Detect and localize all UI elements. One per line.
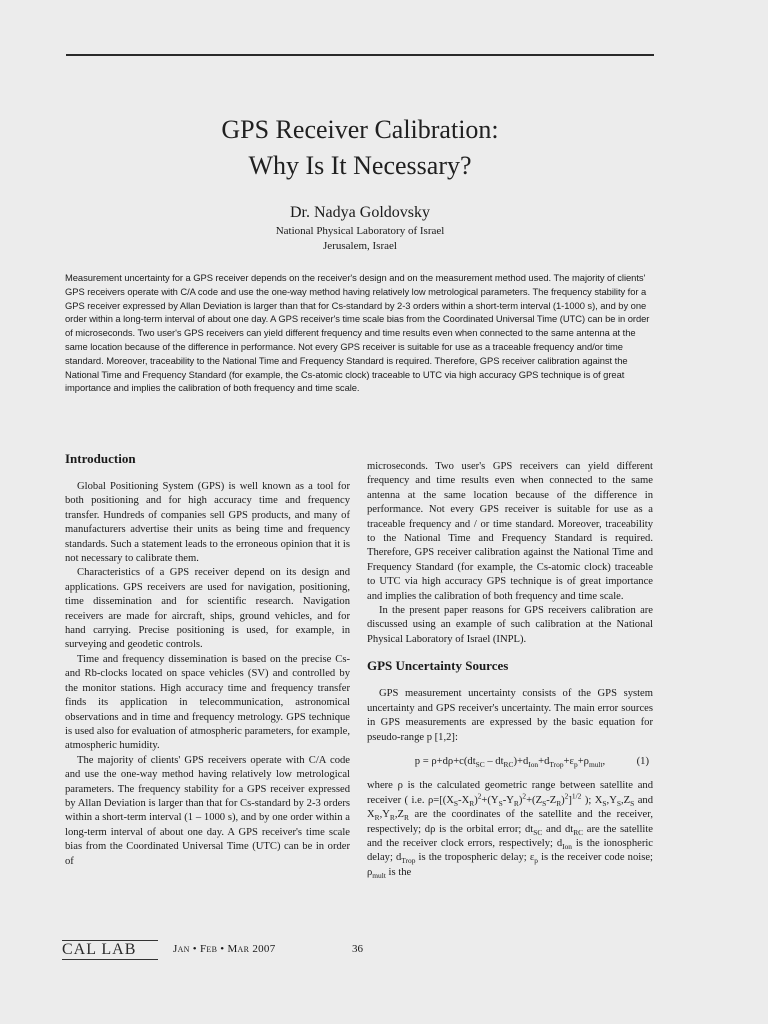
title-line-2: Why Is It Necessary?	[248, 151, 472, 180]
cal-lab-logo: CAL LAB	[62, 940, 158, 960]
paragraph: microseconds. Two user's GPS receivers can yield different frequency and time results even when connected to the same antenna at the same location because of the difference in performance. Not every GPS receiver is suitable for use as a traceable frequency and / or time standard. Moreover, traceability to the National Time and Frequency Standard is required. Therefore, GPS receiver calibration against the National Time and Frequency Standard (for example, the Cs-atomic clock) traceable to UTC via high accuracy GPS technique is of great importance and implies the calibration of both frequency and time scale.	[367, 461, 653, 602]
page-footer	[62, 940, 662, 964]
paragraph: Time and frequency dissemination is based on the precise Cs- and Rb-clocks located on space vehicles (SV) and controlled by the monitor stations. High accuracy time and frequency transfer finds its application in telecommunication, astronomical observations and in time and frequency metrology. GPS technique is used also for evaluation of atmospheric parameters, for example, atmospheric humidity.	[65, 653, 350, 752]
paragraph: In the present paper reasons for GPS receivers calibration are discussed using an example of such calibration at the National Physical Laboratory of Israel (INPL).	[367, 605, 653, 645]
article-title	[0, 112, 720, 184]
equation-pseudo-range: $p = \rho+d\rho+c(dt_{SC} - dt_{RC})+d_{Ion}+d_{Trop}+\varepsilon_p+\rho_{mult}$, (1)	[414, 755, 649, 770]
section-heading-introduction: Introduction	[65, 451, 136, 466]
equation-number: (1)	[636, 755, 649, 767]
abstract: Measurement uncertainty for a GPS receiver depends on the receiver's design and on the measurement method used. The majority of clients' GPS receivers operate with C/A code and use the one-way method having relatively low metrological parameters. The frequency stability for a GPS receiver expressed by Allan Deviation is larger than that for Cs-standard by 2-3 orders within a short-term interval (1-1000 s), and by one order within a long-term interval of about one day. A GPS receiver's time scale bias from the Coordinated Universal Time (UTC) can be in order of microseconds. Two user's GPS receivers can yield different frequency and time results even when connected to the same antenna at the same location because of the difference in performance. Not every GPS receiver is suitable for use as a traceable frequency and/or time standard. Moreover, traceability to the National Time and Frequency Standard is required. Therefore, GPS receiver calibration against the National Time and Frequency Standard (for example, the Cs-atomic clock) traceable to UTC via high accuracy GPS technique is of great importance and implies the calibration of both frequency and time scale.	[65, 272, 650, 394]
affiliation-line-2: Jerusalem, Israel	[323, 240, 397, 252]
right-column	[367, 460, 653, 880]
author-name: Dr. Nadya Goldovsky	[290, 204, 430, 221]
paragraph: The majority of clients' GPS receivers operate with C/A code and use the one-way method having relatively low metrological parameters. The frequency stability for a GPS receiver expressed by Allan Deviation is larger than that for Cs-standard by 2-3 orders within a short-term interval (1 – 1000 s), and by one order within a long-term interval of about one day. A GPS receiver's time scale bias from the Coordinated Universal Time (UTC) can be in order of	[65, 754, 350, 867]
page-number: 36	[352, 943, 363, 955]
affiliation	[0, 224, 720, 254]
issue-date: Jan • Feb • Mar 2007	[173, 943, 276, 955]
title-line-1: GPS Receiver Calibration:	[221, 115, 499, 144]
header-rule	[66, 54, 654, 56]
paragraph: Global Positioning System (GPS) is well known as a tool for both positioning and for high accuracy time and frequency transfer. Hundreds of companies sell GPS products, and many of manufacturers advertise their units as being time and frequency standards. Such a statement leads to the erroneous opinion that it is not necessary to calibrate them.	[65, 481, 350, 565]
paragraph: GPS measurement uncertainty consists of the GPS system uncertainty and GPS receiver's uncertainty. The main error sources in GPS measurements are expressed by the basic equation for pseudo-range p [1,2]:	[367, 688, 653, 743]
paragraph-where: where ρ is the calculated geometric range between satellite and receiver ( i.e. $\rho=[(X_S-X_R)^2+(Y_S-Y_R)^2+(Z_S-Z_R)^2]^{1/2}$ ); $X_S,Y_S,Z_S$ and $X_R,Y_R,Z_R$ are the coordinates of the satellite and the receiver, respectively; dρ is the orbital error; $dt_{SC}$ and $dt_{RC}$ are the satellite and the receiver clock errors, respectively; $d_{Ion}$ is the ionospheric delay; $d_{Trop}$ is the tropospheric delay; $\varepsilon_p$ is the receiver code noise; $\rho_{mult}$ is the	[367, 780, 654, 880]
section-heading-gps-uncertainty: GPS Uncertainty Sources	[367, 658, 509, 674]
paragraph: Characteristics of a GPS receiver depend on its design and applications. GPS receivers are used for navigation, positioning, time dissemination and for scientific research. Navigation receivers are made for aircraft, ships, ground vehicles, and for hand carrying. Precise positioning is used, for example, in surveying and geodetic controls.	[65, 567, 350, 651]
left-column	[65, 450, 350, 869]
affiliation-line-1: National Physical Laboratory of Israel	[275, 225, 445, 237]
